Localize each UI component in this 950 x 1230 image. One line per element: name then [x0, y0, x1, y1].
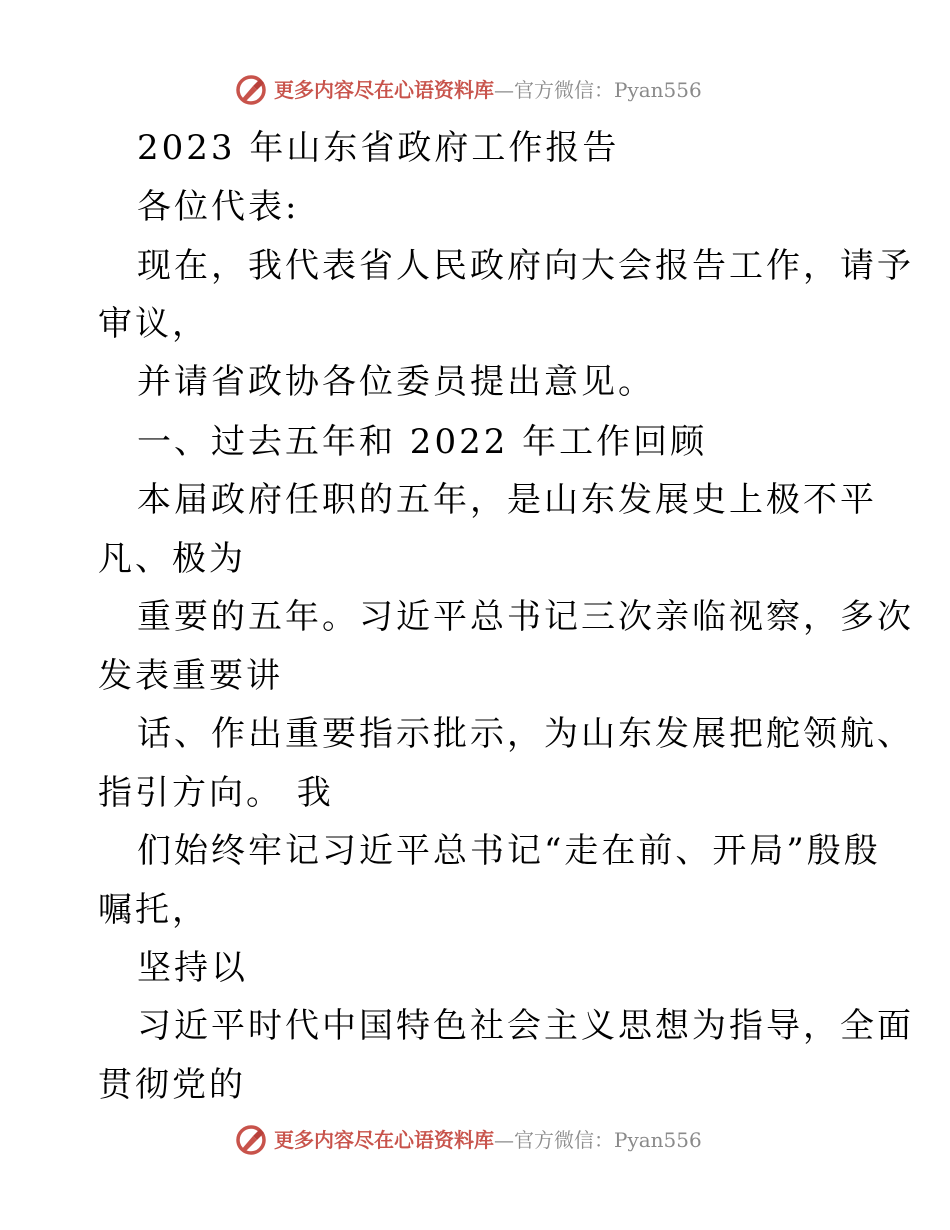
banner-main-text: 更多内容尽在心语资料库: [274, 78, 494, 102]
salutation: 各位代表:: [137, 187, 300, 227]
paragraph-line: 话、作出重要指示批示，为山东发展把舵领航、: [137, 714, 914, 754]
footer-banner: [0, 1120, 950, 1160]
banner-text: [274, 1127, 702, 1153]
banner-contact: 官方微信：Pyan556: [514, 78, 702, 102]
paragraph-line: 发表重要讲: [98, 656, 283, 696]
banner-main-text: 更多内容尽在心语资料库: [274, 1128, 494, 1152]
section-heading: 一、过去五年和 2022 年工作回顾: [137, 422, 708, 462]
paragraph-line: 重要的五年。习近平总书记三次亲临视察，多次: [137, 597, 914, 637]
banner-contact: 官方微信：Pyan556: [514, 1128, 702, 1152]
paragraph-line: 现在，我代表省人民政府向大会报告工作，请予: [137, 246, 914, 286]
paragraph-line: 坚持以: [137, 948, 248, 988]
paragraph-line: 本届政府任职的五年，是山东发展史上极不平: [137, 480, 877, 520]
paragraph-line: 凡、极为: [98, 539, 246, 579]
paragraph-line: 贯彻党的: [98, 1065, 246, 1105]
paragraph-line: 并请省政协各位委员提出意见。: [137, 362, 655, 402]
paragraph-line: 习近平时代中国特色社会主义思想为指导，全面: [137, 1006, 914, 1046]
pen-nib-logo-icon: [234, 1123, 268, 1157]
document-title: 2023 年山东省政府工作报告: [137, 128, 620, 168]
banner-dash: —: [494, 78, 514, 102]
paragraph-line: 嘱托，: [98, 890, 209, 930]
paragraph-line: 审议，: [98, 304, 209, 344]
paragraph-line: 指引方向。 我: [98, 773, 334, 813]
paragraph-line: 们始终牢记习近平总书记“走在前、开局”殷殷: [137, 831, 881, 871]
banner-dash: —: [494, 1128, 514, 1152]
